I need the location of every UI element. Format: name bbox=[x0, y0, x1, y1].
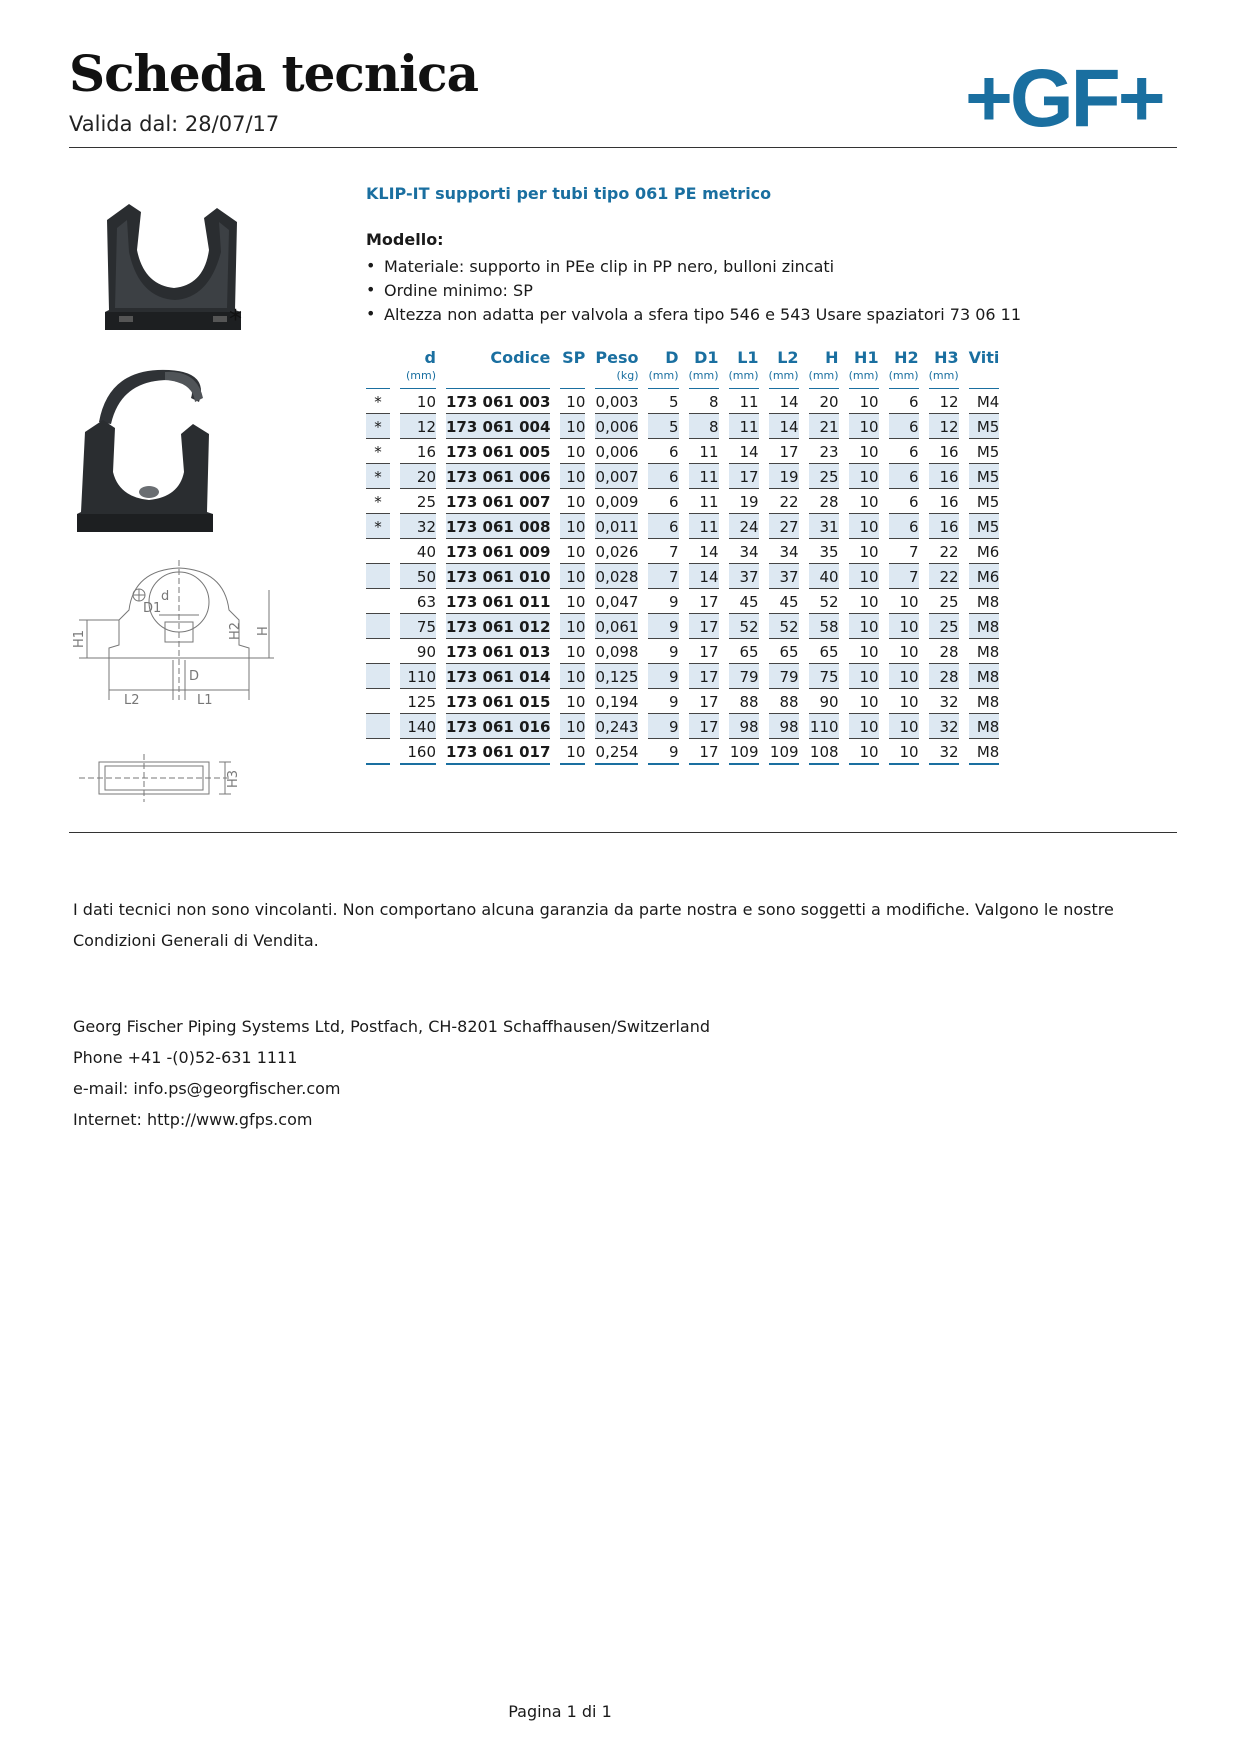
table-cell: 6 bbox=[648, 464, 678, 489]
column-unit: (kg) bbox=[595, 369, 638, 389]
table-cell: 12 bbox=[929, 389, 959, 414]
table-cell: 22 bbox=[929, 564, 959, 589]
table-cell: 25 bbox=[400, 489, 436, 514]
table-cell: 10 bbox=[849, 464, 879, 489]
table-cell: 28 bbox=[929, 639, 959, 664]
table-cell: 34 bbox=[729, 539, 759, 564]
table-cell bbox=[366, 714, 390, 739]
svg-text:H2: H2 bbox=[228, 621, 243, 640]
column-unit: (mm) bbox=[648, 369, 678, 389]
article-code: 173 061 004 bbox=[446, 414, 550, 439]
table-row bbox=[366, 489, 999, 514]
table-cell: 0,047 bbox=[595, 589, 638, 614]
table-cell: 160 bbox=[400, 739, 436, 765]
column-unit bbox=[366, 369, 390, 389]
table-cell: 14 bbox=[729, 439, 759, 464]
table-cell: 10 bbox=[889, 589, 919, 614]
table-cell: 10 bbox=[849, 689, 879, 714]
table-row bbox=[366, 564, 999, 589]
table-cell: 52 bbox=[809, 589, 839, 614]
contact-block bbox=[73, 1011, 710, 1135]
table-header-row bbox=[366, 348, 999, 369]
table-cell: 25 bbox=[929, 614, 959, 639]
table-cell: 0,026 bbox=[595, 539, 638, 564]
table-cell: 6 bbox=[889, 414, 919, 439]
table-cell: 6 bbox=[648, 514, 678, 539]
table-cell: 17 bbox=[689, 589, 719, 614]
table-cell: 10 bbox=[560, 514, 585, 539]
table-cell: 40 bbox=[809, 564, 839, 589]
header-divider bbox=[69, 147, 1177, 148]
table-cell: 58 bbox=[809, 614, 839, 639]
svg-text:H3: H3 bbox=[226, 769, 241, 788]
table-cell: 10 bbox=[849, 564, 879, 589]
svg-text:H1: H1 bbox=[72, 629, 87, 648]
company-address: Georg Fischer Piping Systems Ltd, Postfach, CH-8201 Schaffhausen/Switzerland bbox=[73, 1017, 711, 1036]
model-bullets bbox=[366, 256, 1021, 328]
table-cell: 28 bbox=[929, 664, 959, 689]
column-header: D1 bbox=[694, 348, 719, 367]
table-cell: 14 bbox=[689, 564, 719, 589]
table-cell: 110 bbox=[400, 664, 436, 689]
section-divider bbox=[69, 832, 1177, 833]
table-cell: 10 bbox=[849, 589, 879, 614]
table-cell: 10 bbox=[560, 589, 585, 614]
table-cell: * bbox=[366, 489, 390, 514]
table-cell: 109 bbox=[769, 739, 799, 765]
table-cell: 17 bbox=[769, 439, 799, 464]
table-row bbox=[366, 539, 999, 564]
table-cell: 7 bbox=[648, 564, 678, 589]
table-cell: M8 bbox=[969, 664, 1000, 689]
table-cell: 10 bbox=[849, 389, 879, 414]
table-cell: 63 bbox=[400, 589, 436, 614]
column-header: L2 bbox=[777, 348, 799, 367]
table-cell: 8 bbox=[689, 414, 719, 439]
table-cell: 45 bbox=[729, 589, 759, 614]
table-cell: M8 bbox=[969, 689, 1000, 714]
column-header: Viti bbox=[968, 348, 1000, 367]
table-cell: 10 bbox=[889, 664, 919, 689]
table-cell: 79 bbox=[769, 664, 799, 689]
article-code: 173 061 010 bbox=[446, 564, 550, 589]
table-cell: 75 bbox=[400, 614, 436, 639]
product-title: KLIP-IT supporti per tubi tipo 061 PE metrico bbox=[366, 184, 772, 203]
table-cell: 11 bbox=[729, 414, 759, 439]
table-cell: 90 bbox=[809, 689, 839, 714]
table-cell: 16 bbox=[929, 464, 959, 489]
column-unit: (mm) bbox=[889, 369, 919, 389]
table-cell: 10 bbox=[849, 739, 879, 765]
table-cell: 17 bbox=[689, 664, 719, 689]
table-row bbox=[366, 689, 999, 714]
table-cell: 16 bbox=[929, 439, 959, 464]
article-code: 173 061 011 bbox=[446, 589, 550, 614]
table-cell: * bbox=[366, 464, 390, 489]
column-header: Peso bbox=[595, 348, 639, 367]
table-cell: 88 bbox=[729, 689, 759, 714]
table-cell: 22 bbox=[769, 489, 799, 514]
model-label: Modello: bbox=[366, 230, 444, 249]
table-cell: 32 bbox=[929, 739, 959, 765]
svg-text:L1: L1 bbox=[197, 693, 213, 708]
table-cell: 10 bbox=[889, 639, 919, 664]
table-cell: 10 bbox=[560, 489, 585, 514]
table-cell: 10 bbox=[849, 489, 879, 514]
technical-drawing-front bbox=[69, 560, 289, 740]
table-cell: M4 bbox=[969, 389, 1000, 414]
table-cell: 5 bbox=[648, 389, 678, 414]
table-cell: 19 bbox=[729, 489, 759, 514]
table-cell: 10 bbox=[849, 664, 879, 689]
table-cell: 10 bbox=[560, 664, 585, 689]
article-code: 173 061 009 bbox=[446, 539, 550, 564]
table-cell: 10 bbox=[849, 514, 879, 539]
table-cell: 10 bbox=[560, 689, 585, 714]
article-code: 173 061 006 bbox=[446, 464, 550, 489]
table-cell: 125 bbox=[400, 689, 436, 714]
table-cell: 20 bbox=[809, 389, 839, 414]
column-header: H bbox=[825, 348, 839, 367]
table-cell: 24 bbox=[729, 514, 759, 539]
column-unit bbox=[560, 369, 585, 389]
column-header: L1 bbox=[737, 348, 759, 367]
table-cell: 6 bbox=[648, 489, 678, 514]
column-unit: (mm) bbox=[729, 369, 759, 389]
column-header: Codice bbox=[490, 348, 551, 367]
bullet-material: • Materiale: supporto in PEe clip in PP nero, bulloni zincati bbox=[366, 256, 1021, 277]
article-code: 173 061 015 bbox=[446, 689, 550, 714]
article-code: 173 061 008 bbox=[446, 514, 550, 539]
table-cell: 5 bbox=[648, 414, 678, 439]
table-cell: 8 bbox=[689, 389, 719, 414]
website: Internet: http://www.gfps.com bbox=[73, 1110, 313, 1129]
article-code: 173 061 016 bbox=[446, 714, 550, 739]
svg-text:H: H bbox=[256, 626, 271, 636]
table-cell: M8 bbox=[969, 714, 1000, 739]
table-cell: 7 bbox=[889, 539, 919, 564]
article-code: 173 061 013 bbox=[446, 639, 550, 664]
table-cell: 10 bbox=[560, 414, 585, 439]
table-cell: 9 bbox=[648, 739, 678, 765]
table-cell: 65 bbox=[769, 639, 799, 664]
table-cell: 10 bbox=[849, 614, 879, 639]
column-unit: (mm) bbox=[400, 369, 436, 389]
table-cell: 17 bbox=[689, 739, 719, 765]
table-cell: M8 bbox=[969, 739, 1000, 765]
table-cell: 10 bbox=[889, 689, 919, 714]
table-cell: 88 bbox=[769, 689, 799, 714]
table-cell: 10 bbox=[849, 539, 879, 564]
table-cell: 12 bbox=[929, 414, 959, 439]
table-cell: 17 bbox=[689, 689, 719, 714]
table-cell: 0,194 bbox=[595, 689, 638, 714]
table-cell: 6 bbox=[889, 389, 919, 414]
table-cell: 75 bbox=[809, 664, 839, 689]
table-cell: 11 bbox=[689, 439, 719, 464]
table-cell: 65 bbox=[809, 639, 839, 664]
column-unit: (mm) bbox=[689, 369, 719, 389]
phone: Phone +41 -(0)52-631 1111 bbox=[73, 1048, 298, 1067]
table-cell: 6 bbox=[889, 489, 919, 514]
table-cell: 34 bbox=[769, 539, 799, 564]
table-cell: 10 bbox=[560, 389, 585, 414]
table-cell: 17 bbox=[689, 614, 719, 639]
table-cell: 10 bbox=[400, 389, 436, 414]
table-cell: 0,009 bbox=[595, 489, 638, 514]
table-cell: M5 bbox=[969, 439, 1000, 464]
table-cell: * bbox=[366, 439, 390, 464]
table-cell: 10 bbox=[560, 614, 585, 639]
table-cell: 21 bbox=[809, 414, 839, 439]
table-cell: M5 bbox=[969, 489, 1000, 514]
table-cell: 11 bbox=[689, 489, 719, 514]
table-cell: 32 bbox=[929, 714, 959, 739]
table-cell: M8 bbox=[969, 614, 1000, 639]
table-cell: 31 bbox=[809, 514, 839, 539]
table-cell: 0,006 bbox=[595, 414, 638, 439]
column-header: d bbox=[424, 348, 436, 367]
table-cell: 10 bbox=[849, 639, 879, 664]
table-cell: 0,003 bbox=[595, 389, 638, 414]
article-code: 173 061 003 bbox=[446, 389, 550, 414]
table-cell: * bbox=[366, 389, 390, 414]
table-cell: M6 bbox=[969, 539, 1000, 564]
column-unit bbox=[446, 369, 550, 389]
table-cell: 16 bbox=[929, 514, 959, 539]
table-cell: 40 bbox=[400, 539, 436, 564]
valid-from-date: Valida dal: 28/07/17 bbox=[69, 112, 280, 136]
table-cell: 10 bbox=[889, 614, 919, 639]
article-code: 173 061 017 bbox=[446, 739, 550, 765]
table-cell: 10 bbox=[849, 414, 879, 439]
table-cell: 17 bbox=[689, 639, 719, 664]
table-cell: 108 bbox=[809, 739, 839, 765]
table-cell: 25 bbox=[929, 589, 959, 614]
table-cell: 9 bbox=[648, 689, 678, 714]
table-cell: 11 bbox=[729, 389, 759, 414]
table-cell: 6 bbox=[889, 464, 919, 489]
table-cell: 22 bbox=[929, 539, 959, 564]
table-cell: 50 bbox=[400, 564, 436, 589]
table-cell: 10 bbox=[560, 464, 585, 489]
table-cell bbox=[366, 564, 390, 589]
table-cell: 19 bbox=[769, 464, 799, 489]
table-cell: 14 bbox=[769, 389, 799, 414]
table-cell: 0,061 bbox=[595, 614, 638, 639]
table-cell: 10 bbox=[889, 714, 919, 739]
table-cell: 32 bbox=[929, 689, 959, 714]
svg-text:D: D bbox=[189, 669, 200, 684]
table-cell: 16 bbox=[400, 439, 436, 464]
table-cell: 32 bbox=[400, 514, 436, 539]
table-cell bbox=[366, 664, 390, 689]
column-header: D bbox=[665, 348, 679, 367]
table-cell: 6 bbox=[648, 439, 678, 464]
table-cell: 9 bbox=[648, 589, 678, 614]
table-cell: * bbox=[366, 514, 390, 539]
table-cell: 25 bbox=[809, 464, 839, 489]
table-cell: * bbox=[366, 414, 390, 439]
table-cell: M8 bbox=[969, 589, 1000, 614]
table-cell bbox=[366, 589, 390, 614]
svg-text:D1: D1 bbox=[143, 601, 162, 616]
column-header: H2 bbox=[894, 348, 919, 367]
table-cell: 10 bbox=[560, 739, 585, 765]
table-cell: 10 bbox=[560, 564, 585, 589]
table-cell: 16 bbox=[929, 489, 959, 514]
table-cell bbox=[366, 689, 390, 714]
table-cell bbox=[366, 739, 390, 765]
table-cell bbox=[366, 614, 390, 639]
table-cell: 0,254 bbox=[595, 739, 638, 765]
column-unit: (mm) bbox=[769, 369, 799, 389]
column-unit: (mm) bbox=[849, 369, 879, 389]
gf-logo-text: +GF+ bbox=[965, 58, 1163, 138]
column-unit: (mm) bbox=[929, 369, 959, 389]
table-cell: 37 bbox=[729, 564, 759, 589]
table-row bbox=[366, 589, 999, 614]
gf-logo bbox=[965, 58, 1185, 138]
table-units-row bbox=[366, 369, 999, 389]
table-cell: 52 bbox=[729, 614, 759, 639]
table-cell: 98 bbox=[729, 714, 759, 739]
table-cell: 11 bbox=[689, 514, 719, 539]
table-cell: 7 bbox=[889, 564, 919, 589]
bullet-min-order: • Ordine minimo: SP bbox=[366, 280, 1021, 301]
table-cell: 6 bbox=[889, 514, 919, 539]
pipe-clip-open-photo bbox=[69, 362, 269, 542]
asterisk-marker: * bbox=[229, 305, 242, 335]
table-row bbox=[366, 464, 999, 489]
table-row bbox=[366, 389, 999, 414]
table-row bbox=[366, 514, 999, 539]
table-cell: 0,098 bbox=[595, 639, 638, 664]
table-cell: 0,007 bbox=[595, 464, 638, 489]
table-cell: 9 bbox=[648, 664, 678, 689]
table-cell: 110 bbox=[809, 714, 839, 739]
table-cell: 0,125 bbox=[595, 664, 638, 689]
table-row bbox=[366, 439, 999, 464]
table-cell: 10 bbox=[560, 714, 585, 739]
table-row bbox=[366, 739, 999, 765]
column-header bbox=[366, 348, 390, 369]
table-cell: 23 bbox=[809, 439, 839, 464]
column-unit bbox=[969, 369, 1000, 389]
column-header: SP bbox=[562, 348, 586, 367]
table-cell: 35 bbox=[809, 539, 839, 564]
column-header: H3 bbox=[934, 348, 959, 367]
table-cell bbox=[366, 639, 390, 664]
table-cell: 9 bbox=[648, 714, 678, 739]
table-cell: M5 bbox=[969, 514, 1000, 539]
table-cell: 14 bbox=[769, 414, 799, 439]
table-row bbox=[366, 614, 999, 639]
spec-table bbox=[356, 348, 1009, 765]
table-row bbox=[366, 714, 999, 739]
table-row bbox=[366, 414, 999, 439]
table-cell: 0,243 bbox=[595, 714, 638, 739]
table-cell: 65 bbox=[729, 639, 759, 664]
table-cell: M5 bbox=[969, 414, 1000, 439]
table-row bbox=[366, 639, 999, 664]
table-cell: 10 bbox=[849, 714, 879, 739]
table-cell: 9 bbox=[648, 614, 678, 639]
pipe-support-photo bbox=[69, 190, 269, 340]
table-cell: 0,011 bbox=[595, 514, 638, 539]
article-code: 173 061 007 bbox=[446, 489, 550, 514]
table-cell: 0,028 bbox=[595, 564, 638, 589]
table-cell: M6 bbox=[969, 564, 1000, 589]
table-cell: 7 bbox=[648, 539, 678, 564]
table-cell: 28 bbox=[809, 489, 839, 514]
table-cell bbox=[366, 539, 390, 564]
table-row bbox=[366, 664, 999, 689]
page-number: Pagina 1 di 1 bbox=[508, 1702, 612, 1721]
table-cell: 17 bbox=[689, 714, 719, 739]
technical-drawing-top bbox=[69, 750, 289, 810]
table-cell: 10 bbox=[889, 739, 919, 765]
table-cell: 20 bbox=[400, 464, 436, 489]
article-code: 173 061 005 bbox=[446, 439, 550, 464]
column-unit: (mm) bbox=[809, 369, 839, 389]
table-cell: 90 bbox=[400, 639, 436, 664]
table-cell: M8 bbox=[969, 639, 1000, 664]
page-title: Scheda tecnica bbox=[69, 44, 479, 103]
table-cell: 109 bbox=[729, 739, 759, 765]
disclaimer: I dati tecnici non sono vincolanti. Non comportano alcuna garanzia da parte nostra e sono soggetti a modifiche. Valgono le nostre Condizioni Generali di Vendita. bbox=[73, 900, 1114, 950]
table-cell: 11 bbox=[689, 464, 719, 489]
table-cell: 10 bbox=[849, 439, 879, 464]
table-cell: 45 bbox=[769, 589, 799, 614]
email: e-mail: info.ps@georgfischer.com bbox=[73, 1079, 341, 1098]
bullet-height-note: • Altezza non adatta per valvola a sfera tipo 546 e 543 Usare spaziatori 73 06 11 bbox=[366, 304, 1021, 325]
table-cell: 10 bbox=[560, 439, 585, 464]
table-cell: 27 bbox=[769, 514, 799, 539]
table-cell: 52 bbox=[769, 614, 799, 639]
table-cell: 6 bbox=[889, 439, 919, 464]
table-cell: 17 bbox=[729, 464, 759, 489]
column-header: H1 bbox=[854, 348, 879, 367]
svg-text:L2: L2 bbox=[124, 693, 140, 708]
table-cell: 12 bbox=[400, 414, 436, 439]
table-cell: 79 bbox=[729, 664, 759, 689]
article-code: 173 061 014 bbox=[446, 664, 550, 689]
table-cell: 10 bbox=[560, 539, 585, 564]
table-cell: 14 bbox=[689, 539, 719, 564]
table-cell: 140 bbox=[400, 714, 436, 739]
table-cell: 98 bbox=[769, 714, 799, 739]
table-cell: 10 bbox=[560, 639, 585, 664]
table-cell: 37 bbox=[769, 564, 799, 589]
table-cell: 0,006 bbox=[595, 439, 638, 464]
article-code: 173 061 012 bbox=[446, 614, 550, 639]
table-cell: 9 bbox=[648, 639, 678, 664]
table-cell: M5 bbox=[969, 464, 1000, 489]
svg-text:d: d bbox=[161, 589, 170, 604]
